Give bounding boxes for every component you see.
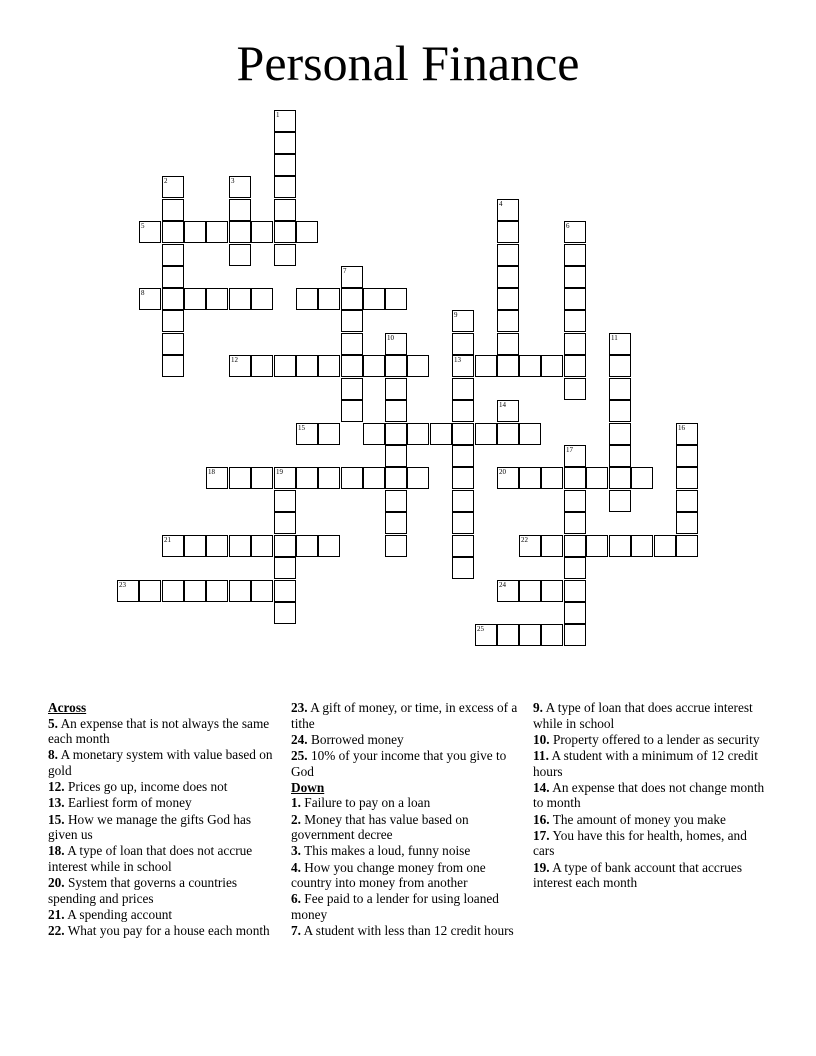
grid-cell[interactable] — [274, 490, 296, 512]
grid-cell[interactable] — [676, 535, 698, 557]
grid-cell[interactable] — [452, 557, 474, 579]
grid-cell[interactable] — [318, 467, 340, 489]
grid-cell[interactable] — [274, 557, 296, 579]
grid-cell[interactable] — [251, 355, 273, 377]
grid-cell[interactable] — [519, 423, 541, 445]
clue-text: A type of loan that does accrue interest while in school — [533, 700, 753, 731]
grid-cell[interactable] — [385, 288, 407, 310]
clue-number-label: 19. — [533, 859, 550, 875]
grid-cell[interactable] — [564, 490, 586, 512]
clue-number: 15 — [298, 424, 305, 432]
across-clue — [291, 732, 523, 748]
clue-number: 13 — [454, 356, 461, 364]
grid-cell[interactable] — [430, 423, 452, 445]
page-title: Personal Finance — [236, 35, 580, 91]
grid-cell[interactable] — [654, 535, 676, 557]
grid-cell[interactable] — [363, 288, 385, 310]
clue-column-2 — [291, 700, 523, 939]
across-clue — [48, 747, 276, 778]
grid-cell[interactable] — [564, 580, 586, 602]
grid-cell[interactable] — [162, 221, 184, 243]
clue-number-label: 13. — [48, 795, 65, 811]
grid-cell[interactable] — [609, 355, 631, 377]
grid-cell[interactable] — [541, 580, 563, 602]
clue-number-label: 8. — [48, 747, 58, 763]
grid-cell[interactable] — [363, 467, 385, 489]
clue-text: System that governs a countries spending and prices — [48, 875, 238, 906]
grid-cell[interactable] — [385, 423, 407, 445]
grid-cell[interactable] — [452, 378, 474, 400]
grid-cell[interactable] — [296, 467, 318, 489]
grid-cell[interactable] — [274, 132, 296, 154]
across-clue — [291, 700, 523, 731]
grid-cell[interactable] — [274, 221, 296, 243]
grid-cell[interactable] — [452, 333, 474, 355]
down-clue — [533, 812, 765, 828]
grid-cell[interactable] — [206, 535, 228, 557]
clue-number: 24 — [499, 581, 506, 589]
clue-number: 9 — [454, 311, 458, 319]
grid-cell[interactable] — [609, 423, 631, 445]
down-clue-list-continued — [533, 700, 765, 891]
clue-text: Fee paid to a lender for using loaned money — [291, 891, 499, 922]
clue-text: Money that has value based on government decree — [291, 811, 469, 843]
grid-cell[interactable] — [385, 512, 407, 534]
grid-cell[interactable] — [229, 244, 251, 266]
grid-cell[interactable] — [497, 221, 519, 243]
across-clue — [48, 907, 276, 923]
clue-number-label: 9. — [533, 700, 543, 715]
grid-cell[interactable] — [296, 355, 318, 377]
grid-cell[interactable] — [251, 467, 273, 489]
grid-cell[interactable] — [475, 355, 497, 377]
grid-cell[interactable] — [564, 333, 586, 355]
clue-number: 17 — [566, 446, 573, 454]
clue-number: 4 — [499, 200, 503, 208]
clue-number-label: 11. — [533, 747, 549, 763]
grid-cell[interactable] — [564, 378, 586, 400]
grid-cell[interactable] — [385, 467, 407, 489]
clue-number: 3 — [231, 177, 235, 185]
clue-number-label: 6. — [291, 891, 301, 907]
clue-number-label: 22. — [48, 923, 65, 939]
grid-cell[interactable] — [206, 288, 228, 310]
grid-cell[interactable] — [676, 512, 698, 534]
grid-cell[interactable] — [452, 423, 474, 445]
grid-cell[interactable] — [318, 423, 340, 445]
grid-cell[interactable] — [676, 490, 698, 512]
grid-cell[interactable] — [519, 580, 541, 602]
grid-cell[interactable] — [564, 602, 586, 624]
grid-cell[interactable] — [318, 355, 340, 377]
clue-number: 11 — [611, 334, 618, 342]
grid-cell[interactable] — [274, 602, 296, 624]
grid-cell[interactable] — [341, 310, 363, 332]
grid-cell[interactable] — [274, 199, 296, 221]
grid-cell[interactable] — [296, 535, 318, 557]
grid-cell[interactable] — [586, 535, 608, 557]
across-clue — [48, 875, 276, 906]
clue-text: What you pay for a house each month — [64, 923, 270, 939]
down-clue-list — [291, 795, 523, 938]
grid-cell[interactable] — [497, 244, 519, 266]
grid-cell[interactable] — [206, 580, 228, 602]
grid-cell[interactable] — [184, 288, 206, 310]
grid-cell[interactable] — [564, 355, 586, 377]
grid-cell[interactable] — [229, 535, 251, 557]
clue-number: 5 — [141, 222, 145, 230]
grid-cell[interactable] — [385, 355, 407, 377]
down-clue — [291, 843, 523, 859]
clue-text: An expense that does not change month to month — [533, 779, 765, 811]
clue-text: A type of bank account that accrues interest each month — [533, 859, 742, 891]
clue-text: The amount of money you make — [549, 811, 726, 827]
grid-cell[interactable] — [609, 400, 631, 422]
grid-cell[interactable] — [586, 467, 608, 489]
clue-number: 16 — [678, 424, 685, 432]
clue-number: 7 — [343, 267, 347, 275]
grid-cell[interactable] — [631, 467, 653, 489]
grid-cell[interactable] — [274, 535, 296, 557]
clue-number: 6 — [566, 222, 570, 230]
grid-cell[interactable] — [676, 467, 698, 489]
clue-number-label: 24. — [291, 731, 308, 747]
grid-cell[interactable] — [541, 624, 563, 646]
grid-cell[interactable] — [251, 221, 273, 243]
clue-number: 20 — [499, 468, 506, 476]
grid-cell[interactable] — [407, 355, 429, 377]
grid-cell[interactable] — [497, 624, 519, 646]
grid-cell[interactable] — [162, 355, 184, 377]
grid-cell[interactable] — [341, 288, 363, 310]
grid-cell[interactable] — [609, 490, 631, 512]
clue-number: 8 — [141, 289, 145, 297]
across-clue — [48, 795, 276, 811]
across-clue-list-continued — [291, 700, 523, 779]
grid-cell[interactable] — [497, 423, 519, 445]
clue-number: 12 — [231, 356, 238, 364]
clue-number: 25 — [477, 625, 484, 633]
grid-cell[interactable] — [341, 467, 363, 489]
grid-cell[interactable] — [564, 244, 586, 266]
grid-cell[interactable] — [341, 333, 363, 355]
clue-number-label: 7. — [291, 923, 301, 939]
clue-text: A monetary system with value based on gold — [48, 747, 273, 778]
grid-cell[interactable] — [385, 378, 407, 400]
grid-cell[interactable] — [609, 378, 631, 400]
clue-text: An expense that is not always the same each month — [48, 715, 270, 747]
grid-cell[interactable] — [184, 535, 206, 557]
grid-cell[interactable] — [341, 355, 363, 377]
clue-text: Property offered to a lender as security — [549, 731, 760, 747]
down-clue — [291, 795, 523, 811]
grid-cell[interactable] — [162, 288, 184, 310]
clue-number-label: 16. — [533, 811, 550, 827]
across-clue — [48, 779, 276, 795]
clue-text: Earliest form of money — [64, 795, 192, 811]
clue-number: 10 — [387, 334, 394, 342]
clue-number-label: 1. — [291, 795, 301, 811]
clue-number-label: 14. — [533, 779, 550, 795]
clue-number-label: 2. — [291, 811, 301, 827]
across-clue — [48, 923, 276, 939]
grid-cell[interactable] — [452, 512, 474, 534]
grid-cell[interactable] — [206, 221, 228, 243]
clue-text: You have this for health, homes, and cars — [533, 827, 747, 859]
clue-number-label: 3. — [291, 843, 301, 859]
clue-column-1 — [48, 700, 276, 939]
grid-cell[interactable] — [229, 467, 251, 489]
grid-cell[interactable] — [407, 467, 429, 489]
grid-cell[interactable] — [229, 199, 251, 221]
grid-cell[interactable] — [609, 535, 631, 557]
grid-cell[interactable] — [497, 355, 519, 377]
grid-cell[interactable] — [363, 423, 385, 445]
grid-cell[interactable] — [184, 580, 206, 602]
grid-cell[interactable] — [139, 580, 161, 602]
clue-text: A student with less than 12 credit hours — [300, 923, 514, 939]
grid-cell[interactable] — [184, 221, 206, 243]
grid-cell[interactable] — [497, 333, 519, 355]
clue-number: 1 — [276, 111, 280, 119]
down-clue — [533, 780, 765, 811]
grid-cell[interactable] — [564, 288, 586, 310]
clue-text: How you change money from one country into money from another — [291, 859, 486, 891]
grid-cell[interactable] — [274, 244, 296, 266]
grid-cell[interactable] — [229, 221, 251, 243]
grid-cell[interactable] — [519, 624, 541, 646]
grid-cell[interactable] — [251, 288, 273, 310]
grid-cell[interactable] — [162, 310, 184, 332]
across-heading: Across — [48, 700, 87, 715]
clue-text: A type of loan that does not accrue interest while in school — [48, 843, 253, 874]
clue-number-label: 18. — [48, 843, 65, 859]
clue-number: 21 — [164, 536, 171, 544]
clue-number-label: 4. — [291, 859, 301, 875]
grid-cell[interactable] — [452, 467, 474, 489]
grid-cell[interactable] — [609, 445, 631, 467]
grid-cell[interactable] — [497, 288, 519, 310]
grid-cell[interactable] — [274, 580, 296, 602]
grid-cell[interactable] — [341, 378, 363, 400]
grid-cell[interactable] — [274, 154, 296, 176]
down-clue — [291, 812, 523, 843]
grid-cell[interactable] — [296, 288, 318, 310]
clue-text: A student with a minimum of 12 credit hours — [533, 747, 758, 779]
grid-cell[interactable] — [452, 445, 474, 467]
clue-number-label: 15. — [48, 811, 65, 827]
clue-number: 14 — [499, 401, 506, 409]
grid-cell[interactable] — [341, 400, 363, 422]
grid-cell[interactable] — [519, 355, 541, 377]
grid-cell[interactable] — [407, 423, 429, 445]
grid-cell[interactable] — [251, 535, 273, 557]
grid-cell[interactable] — [564, 512, 586, 534]
down-clue — [533, 700, 765, 731]
clue-text: Borrowed money — [307, 731, 404, 747]
grid-cell[interactable] — [564, 310, 586, 332]
grid-cell[interactable] — [564, 467, 586, 489]
clue-number: 2 — [164, 177, 168, 185]
across-clue — [291, 748, 523, 779]
clue-number-label: 25. — [291, 747, 308, 763]
clue-text: How we manage the gifts God has given us — [48, 811, 252, 843]
down-clue — [291, 891, 523, 922]
down-clue — [533, 732, 765, 748]
clue-number-label: 20. — [48, 875, 65, 891]
grid-cell[interactable] — [564, 535, 586, 557]
grid-cell[interactable] — [274, 512, 296, 534]
grid-cell[interactable] — [452, 490, 474, 512]
grid-cell[interactable] — [609, 467, 631, 489]
down-clue — [533, 828, 765, 859]
across-clue — [48, 716, 276, 747]
clue-number: 18 — [208, 468, 215, 476]
clue-number: 19 — [276, 468, 283, 476]
down-clue — [291, 860, 523, 891]
clue-text: A spending account — [64, 906, 173, 922]
grid-cell[interactable] — [162, 266, 184, 288]
grid-cell[interactable] — [251, 580, 273, 602]
across-clue-list — [48, 716, 276, 939]
grid-cell[interactable] — [318, 535, 340, 557]
grid-cell[interactable] — [162, 199, 184, 221]
grid-cell[interactable] — [564, 624, 586, 646]
clue-number: 22 — [521, 536, 528, 544]
down-clue — [291, 923, 523, 939]
clue-text: Prices go up, income does not — [64, 779, 228, 795]
grid-cell[interactable] — [541, 535, 563, 557]
grid-cell[interactable] — [564, 266, 586, 288]
grid-cell[interactable] — [475, 423, 497, 445]
clue-text: A gift of money, or time, in excess of a tithe — [291, 700, 518, 731]
grid-cell[interactable] — [497, 266, 519, 288]
grid-cell[interactable] — [385, 490, 407, 512]
down-clue — [533, 748, 765, 779]
clue-text: Failure to pay on a loan — [300, 795, 431, 811]
grid-cell[interactable] — [385, 535, 407, 557]
grid-cell[interactable] — [676, 445, 698, 467]
grid-cell[interactable] — [229, 580, 251, 602]
clue-text: 10% of your income that you give to God — [291, 747, 507, 779]
across-clue — [48, 812, 276, 843]
clue-number: 23 — [119, 581, 126, 589]
grid-cell[interactable] — [162, 333, 184, 355]
grid-cell[interactable] — [162, 580, 184, 602]
grid-cell[interactable] — [385, 400, 407, 422]
grid-cell[interactable] — [296, 221, 318, 243]
grid-cell[interactable] — [229, 288, 251, 310]
clue-number-label: 5. — [48, 715, 58, 731]
across-clue — [48, 843, 276, 874]
clue-number-label: 17. — [533, 827, 550, 843]
grid-cell[interactable] — [519, 467, 541, 489]
clue-number-label: 21. — [48, 906, 65, 922]
clue-number-label: 10. — [533, 731, 550, 747]
grid-cell[interactable] — [162, 244, 184, 266]
grid-cell[interactable] — [541, 355, 563, 377]
grid-cell[interactable] — [274, 176, 296, 198]
grid-cell[interactable] — [452, 400, 474, 422]
clue-column-3 — [533, 700, 765, 891]
grid-cell[interactable] — [363, 355, 385, 377]
grid-cell[interactable] — [631, 535, 653, 557]
clue-text: This makes a loud, funny noise — [300, 843, 471, 859]
grid-cell[interactable] — [318, 288, 340, 310]
clue-number-label: 23. — [291, 700, 308, 715]
grid-cell[interactable] — [564, 557, 586, 579]
grid-cell[interactable] — [541, 467, 563, 489]
down-clue — [533, 860, 765, 891]
grid-cell[interactable] — [385, 445, 407, 467]
grid-cell[interactable] — [497, 310, 519, 332]
grid-cell[interactable] — [274, 355, 296, 377]
clue-number-label: 12. — [48, 779, 65, 795]
grid-cell[interactable] — [452, 535, 474, 557]
down-heading: Down — [291, 779, 325, 795]
